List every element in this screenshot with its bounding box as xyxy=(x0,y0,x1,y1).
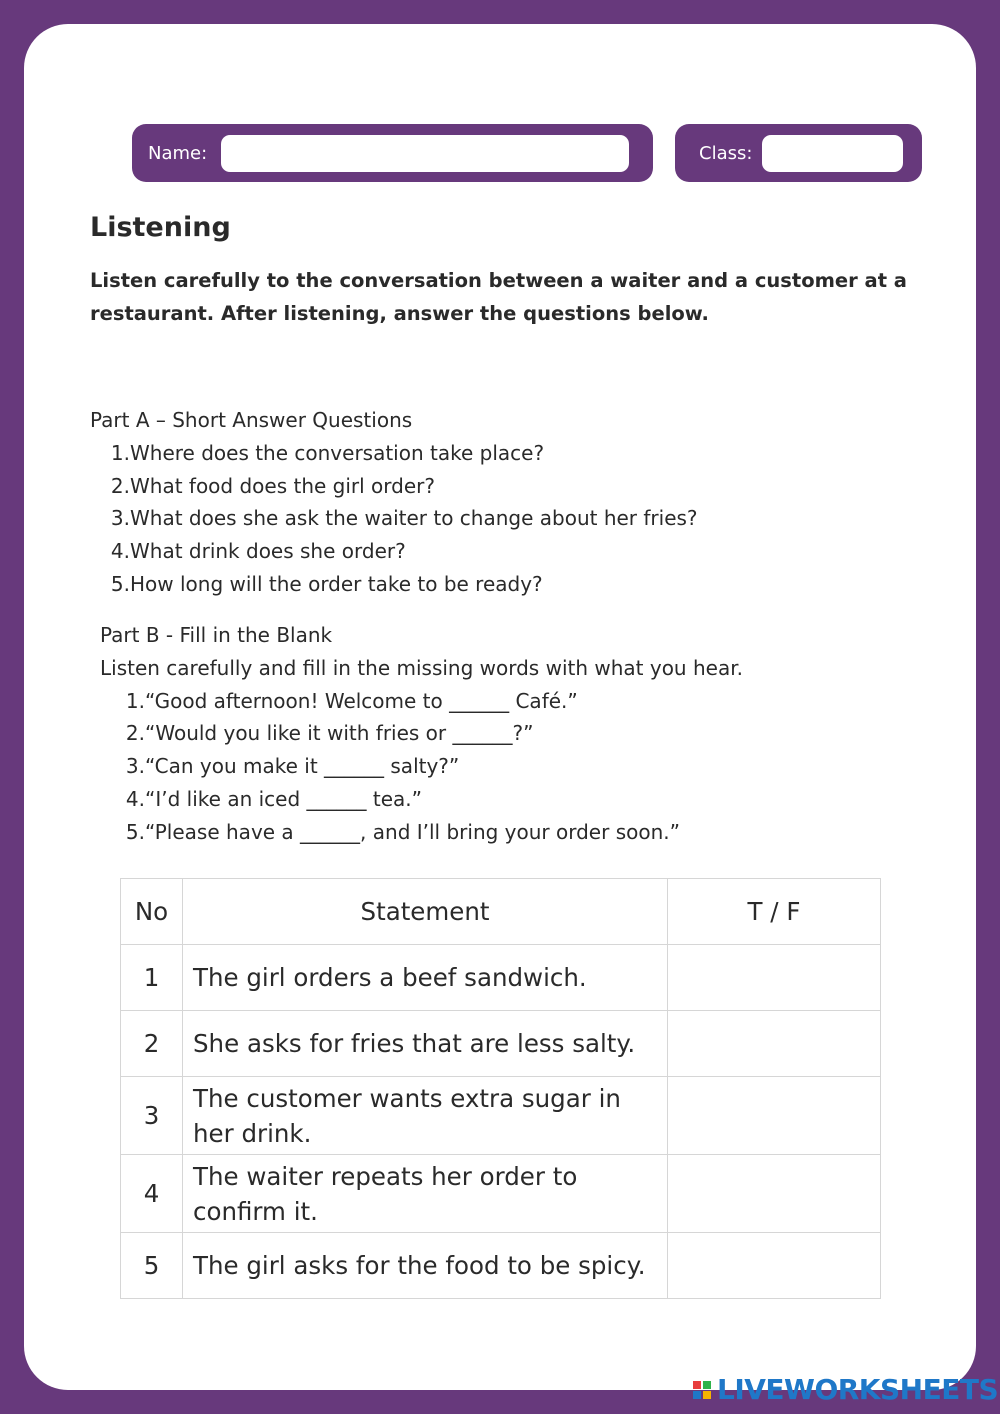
header-statement: Statement xyxy=(183,879,668,945)
blank-number: 3. xyxy=(125,754,145,779)
name-input[interactable] xyxy=(221,135,629,172)
part-a-heading: Part A – Short Answer Questions xyxy=(90,408,413,432)
question-text: What food does the girl order? xyxy=(130,473,435,498)
table-row xyxy=(121,1233,881,1299)
tf-answer-cell[interactable] xyxy=(668,1233,881,1299)
table-row xyxy=(121,1011,881,1077)
blank-text: “Can you make it ______ salty?” xyxy=(145,754,460,779)
liveworksheets-brand[interactable] xyxy=(693,1373,998,1406)
blank-number: 2. xyxy=(125,721,145,746)
blank-item xyxy=(100,685,743,718)
name-box xyxy=(132,124,653,182)
blank-item xyxy=(100,783,743,816)
part-b-section xyxy=(100,619,743,849)
row-number: 3 xyxy=(121,1077,183,1155)
part-a-section xyxy=(90,404,698,601)
question-item xyxy=(90,535,698,568)
class-label: Class: xyxy=(699,142,753,164)
question-item xyxy=(90,568,698,601)
row-number: 1 xyxy=(121,945,183,1011)
blank-text: “Please have a ______, and I’ll bring your order soon.” xyxy=(145,819,680,844)
row-statement: The customer wants extra sugar in her drink. xyxy=(183,1077,668,1155)
table-row xyxy=(121,1155,881,1233)
question-number: 2. xyxy=(110,473,130,498)
tf-answer-cell[interactable] xyxy=(668,1011,881,1077)
page-title: Listening xyxy=(90,212,231,243)
question-text: What does she ask the waiter to change about her fries? xyxy=(130,506,698,531)
logo-square-yellow xyxy=(703,1391,711,1399)
blank-item xyxy=(100,750,743,783)
tf-answer-cell[interactable] xyxy=(668,1155,881,1233)
class-box xyxy=(675,124,922,182)
true-false-table xyxy=(120,878,881,1299)
question-text: How long will the order take to be ready? xyxy=(130,571,543,596)
table-row xyxy=(121,1077,881,1155)
brand-text: LIVEWORKSHEETS xyxy=(717,1373,999,1406)
part-b-heading: Part B - Fill in the Blank xyxy=(100,623,333,647)
row-statement: The waiter repeats her order to confirm it. xyxy=(183,1155,668,1233)
row-number: 2 xyxy=(121,1011,183,1077)
name-label: Name: xyxy=(148,142,208,164)
blank-number: 4. xyxy=(125,786,145,811)
blank-text: “I’d like an iced ______ tea.” xyxy=(145,786,422,811)
blank-number: 1. xyxy=(125,688,145,713)
logo-square-blue xyxy=(693,1391,701,1399)
class-input[interactable] xyxy=(762,135,903,172)
header-tf: T / F xyxy=(668,879,881,945)
question-text: What drink does she order? xyxy=(130,539,406,564)
question-item xyxy=(90,437,698,470)
question-number: 5. xyxy=(110,571,130,596)
question-number: 1. xyxy=(110,440,130,465)
part-b-items xyxy=(100,685,743,849)
row-number: 5 xyxy=(121,1233,183,1299)
blank-text: “Good afternoon! Welcome to ______ Café.” xyxy=(145,688,578,713)
blank-item xyxy=(100,816,743,849)
tf-answer-cell[interactable] xyxy=(668,945,881,1011)
table-row xyxy=(121,945,881,1011)
logo-square-red xyxy=(693,1381,701,1389)
logo-square-green xyxy=(703,1381,711,1389)
row-number: 4 xyxy=(121,1155,183,1233)
question-number: 3. xyxy=(110,506,130,531)
question-item xyxy=(90,470,698,503)
question-number: 4. xyxy=(110,539,130,564)
row-statement: The girl orders a beef sandwich. xyxy=(183,945,668,1011)
tf-answer-cell[interactable] xyxy=(668,1077,881,1155)
header-no: No xyxy=(121,879,183,945)
part-a-questions xyxy=(90,437,698,601)
question-item xyxy=(90,502,698,535)
liveworksheets-logo-icon xyxy=(693,1381,711,1399)
blank-item xyxy=(100,717,743,750)
question-text: Where does the conversation take place? xyxy=(130,440,545,465)
instructions: Listen carefully to the conversation between a waiter and a customer at a restaurant. After listening, answer the questions below. xyxy=(90,269,907,325)
row-statement: The girl asks for the food to be spicy. xyxy=(183,1233,668,1299)
part-b-instruction: Listen carefully and fill in the missing words with what you hear. xyxy=(100,655,743,680)
blank-text: “Would you like it with fries or ______?” xyxy=(145,721,534,746)
row-statement: She asks for fries that are less salty. xyxy=(183,1011,668,1077)
blank-number: 5. xyxy=(125,819,145,844)
table-header-row xyxy=(121,879,881,945)
